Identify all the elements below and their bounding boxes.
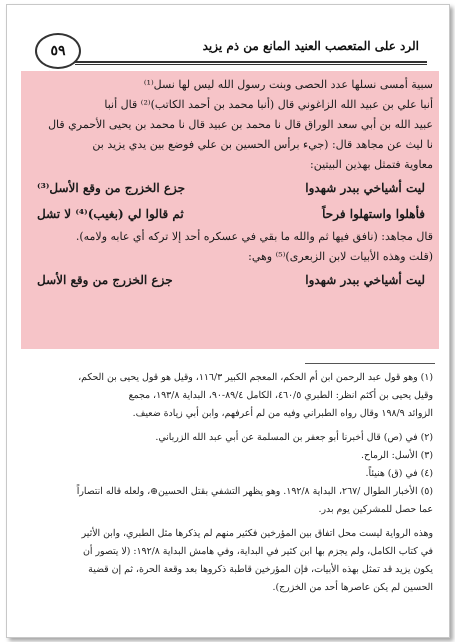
- footnote-line: وقيل يحيى بن أكثم انظر: الطبري ٤٦٠/٥، الكامل ٨٩/٤-٩٠، البداية ١٩٣/٨، مجمع: [128, 390, 433, 401]
- poem-verse: [29, 175, 433, 201]
- footnote-line: (١) وهو قول عبد الرحمن ابن أم الحكم، المعجم الكبير ١١٦/٣، وقيل هو قول يحيى بن الحكم،: [78, 372, 433, 383]
- page-number-badge: ٥٩: [35, 33, 81, 69]
- text-line: نا ليث عن مجاهد قال: (جيء برأس الحسين بن علي فوضع بين يدي يزيد بن: [92, 138, 433, 151]
- verse-second-hemistich: ثم قالوا لي (بغيب)⁽⁴⁾ لا تشل: [37, 207, 184, 221]
- text-line: سبية أمسى نسلها عدد الحصى وبنت رسول الله ليس لها نسل⁽¹⁾: [143, 78, 433, 91]
- footnote-line: وهذه الرواية ليست محل اتفاق بين المؤرخين فكثير منهم لم يذكرها مثل الطبري، وابن الأثير: [81, 528, 433, 539]
- poem-verse: [29, 201, 433, 227]
- verse-first-hemistich: ليت أشياخي ببدر شهدوا: [305, 273, 425, 287]
- text-line: عبيد الله بن أبي سعد الوراق قال نا محمد بن عبيد قال نا محمد بن يحيى الأحمري قال: [48, 118, 433, 131]
- text-line: قال مجاهد: (نافق فيها ثم والله ما بقي في عسكره أحد إلا تركه أي عابه ولامه).: [75, 230, 433, 243]
- footnotes: [29, 369, 433, 597]
- header-divider-thin: [75, 64, 427, 65]
- text-line: أنبا علي بن عبيد الله الزاغوني قال (أنبا محمد بن أحمد الكاتب)⁽²⁾ قال أنبا: [104, 98, 433, 111]
- footnote-line: عما حصل للمشركين يوم بدر.: [318, 504, 433, 515]
- verse-second-hemistich: جزع الخزرج من وقع الأسل: [37, 273, 173, 287]
- running-title: الرد على المتعصب العنيد المانع من ذم يزيد: [202, 39, 419, 53]
- text-line: معاوية فتمثل بهذين البيتين:: [309, 158, 433, 171]
- footnote-separator: [305, 363, 435, 364]
- main-text: [29, 75, 433, 293]
- page-header: [35, 33, 427, 69]
- footnote-line: (٣) الأسل: الرماح.: [361, 450, 433, 461]
- footnote-line: الزوائد ١٩٨/٩ وقال رواه الطبراني وفيه من لم أعرفهم، وابن أبي زيادة ضعيف.: [132, 408, 433, 419]
- footnote-line: في كتاب الكامل، ولم يجزم بها ابن كثير في البداية، وفي هامش البداية ١٩٢/٨: (لا يتصور أن: [82, 546, 433, 557]
- footnote-line: (٥) الأخبار الطوال /٢٦٧، البداية ١٩٢/٨. وهو يظهر التشفي بقتل الحسين⊕، ولعله قاله انتصاراً: [76, 486, 433, 497]
- verse-second-hemistich: جزع الخزرج من وقع الأسل⁽³⁾: [37, 181, 186, 195]
- header-divider: [75, 61, 427, 63]
- footnote-line: الحسين لم يكن عاصرها أحد من الخزرج).: [272, 582, 433, 593]
- poem-verse: [29, 267, 433, 293]
- footnote-line: (٤) في (ق) هنيئاً.: [365, 468, 433, 479]
- document-page: [6, 4, 450, 638]
- text-line: (قلت وهذه الأبيات لابن الزبعرى)⁽⁵⁾ وهي:: [248, 250, 433, 263]
- verse-first-hemistich: فأهلوا واستهلوا فرحاً: [322, 207, 425, 221]
- footnote-line: (٢) في (ص) قال أخبرنا أبو جعفر بن المسلمة عن أبي عبد الله الزرباني.: [155, 432, 433, 443]
- footnote-line: يكون يزيد قد تمثل بهذه الأبيات، فإن المؤرخين قاطبة ذكروها بعد وقعة الحرة، ثم إن قضية: [88, 564, 433, 575]
- verse-first-hemistich: ليت أشياخي ببدر شهدوا: [305, 181, 425, 195]
